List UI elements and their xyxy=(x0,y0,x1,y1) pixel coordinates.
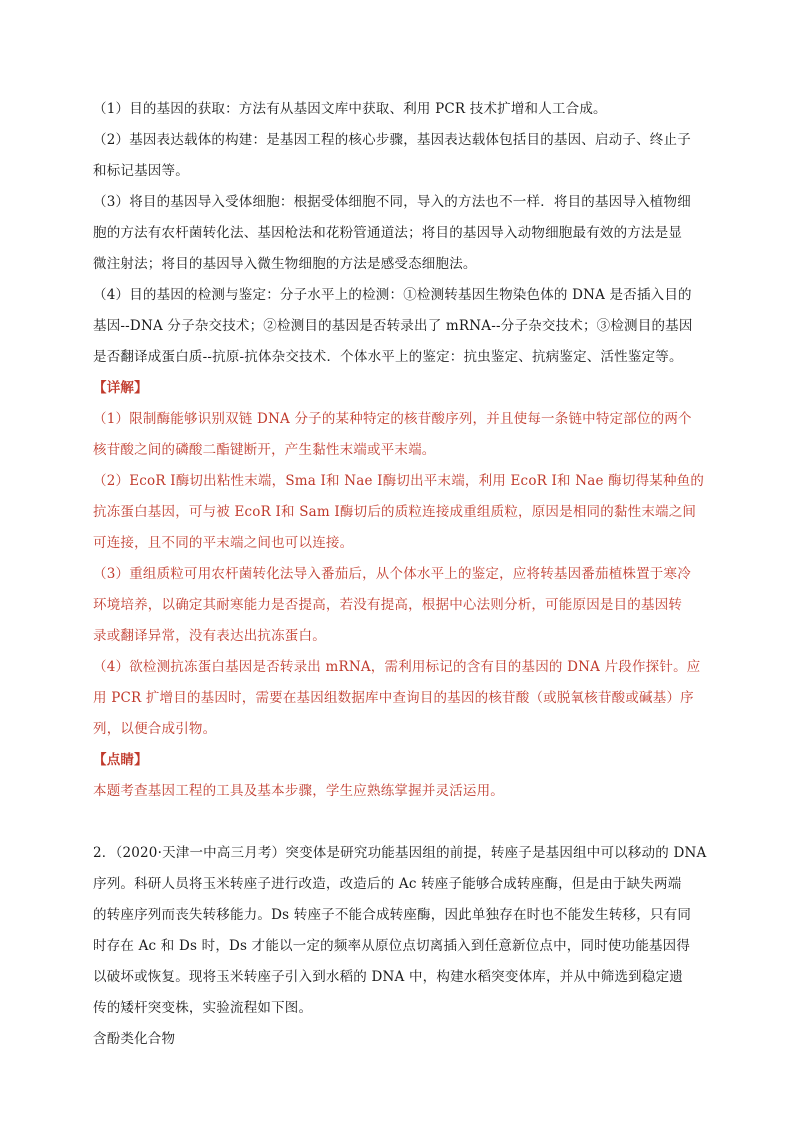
analysis-line: （1）目的基因的获取：方法有从基因文库中获取、利用 PCR 技术扩增和人工合成。 xyxy=(93,101,607,117)
analysis-line: （3）将目的基因导入受体细胞：根据受体细胞不同，导入的方法也不一样．将目的基因导入植物细 xyxy=(93,194,691,210)
comment-text: 本题考查基因工程的工具及基本步骤，学生应熟练掌握并灵活运用。 xyxy=(93,783,504,799)
detail-line: （1）限制酶能够识别双链 DNA 分子的某种特定的核苷酸序列，并且使每一条链中特定部位的两个 xyxy=(93,411,692,427)
question-line: 以破坏或恢复。现将玉米转座子引入到水稻的 DNA 中，构建水稻突变体库，并从中筛选到稳定遗 xyxy=(93,969,683,985)
detail-line: （3）重组质粒可用农杆菌转化法导入番茄后，从个体水平上的鉴定，应将转基因番茄植株置于寒冷 xyxy=(93,566,691,582)
detail-line: 可连接，且不同的平末端之间也可以连接。 xyxy=(93,535,354,551)
detail-line: 环境培养，以确定其耐寒能力是否提高，若没有提高，根据中心法则分析，可能原因是目的基因转 xyxy=(93,597,683,613)
analysis-line: 是否翻译成蛋白质--抗原-抗体杂交技术．个体水平上的鉴定：抗虫鉴定、抗病鉴定、活性鉴定等。 xyxy=(93,349,683,365)
question-line: 2．（2020·天津一中高三月考）突变体是研究功能基因组的前提，转座子是基因组中可以移动的 DNA xyxy=(93,845,707,861)
analysis-section xyxy=(93,94,703,373)
question-line: 含酚类化合物 xyxy=(93,1031,176,1047)
analysis-line: 基因--DNA 分子杂交技术；②检测目的基因是否转录出了 mRNA--分子杂交技术；③检测目的基因 xyxy=(93,318,693,334)
comment-heading xyxy=(93,745,703,776)
detail-line: 抗冻蛋白基因，可与被 EcoR Ⅰ和 Sam Ⅰ酶切后的质粒连接成重组质粒，原因是相同的黏性末端之间 xyxy=(93,504,697,520)
detail-line: 录或翻译异常，没有表达出抗冻蛋白。 xyxy=(93,628,326,644)
detail-line: （4）欲检测抗冻蛋白基因是否转录出 mRNA，需利用标记的含有目的基因的 DNA 片段作探针。应 xyxy=(93,659,701,675)
detail-line: （2）EcoR Ⅰ酶切出粘性末端，Sma Ⅰ和 Nae Ⅰ酶切出平末端，利用 EcoR Ⅰ和 Nae 酶切得某种鱼的 xyxy=(93,473,705,489)
detail-line: 用 PCR 扩增目的基因时，需要在基因组数据库中查询目的基因的核苷酸（或脱氧核苷酸或碱基）序 xyxy=(93,690,694,706)
detail-label: 【详解】 xyxy=(93,380,148,396)
detail-section xyxy=(93,404,703,745)
analysis-line: 微注射法；将目的基因导入微生物细胞的方法是感受态细胞法。 xyxy=(93,256,477,272)
detail-line: 核苷酸之间的磷酸二酯键断开，产生黏性末端或平末端。 xyxy=(93,442,436,458)
question-line: 时存在 Ac 和 Ds 时，Ds 才能以一定的频率从原位点切离插入到任意新位点中，同时使功能基因得 xyxy=(93,938,691,954)
question-line: 传的矮杆突变株，实验流程如下图。 xyxy=(93,1000,313,1016)
question-section xyxy=(93,838,707,1055)
analysis-line: （2）基因表达载体的构建：是基因工程的核心步骤，基因表达载体包括目的基因、启动子、终止子 xyxy=(93,132,691,148)
question-line: 序列。科研人员将玉米转座子进行改造，改造后的 Ac 转座子能够合成转座酶，但是由于缺失两端 xyxy=(93,876,682,892)
analysis-line: 胞的方法有农杆菌转化法、基因枪法和花粉管通道法；将目的基因导入动物细胞最有效的方法是显 xyxy=(93,225,683,241)
question-line: 的转座序列而丧失转移能力。Ds 转座子不能合成转座酶，因此单独存在时也不能发生转移，只有同 xyxy=(93,907,692,923)
comment-label: 【点睛】 xyxy=(93,752,148,768)
detail-line: 列，以便合成引物。 xyxy=(93,721,217,737)
analysis-line: （4）目的基因的检测与鉴定：分子水平上的检测：①检测转基因生物染色体的 DNA 是否插入目的 xyxy=(93,287,692,303)
detail-heading xyxy=(93,373,703,404)
analysis-line: 和标记基因等。 xyxy=(93,163,189,179)
comment-section xyxy=(93,776,703,807)
